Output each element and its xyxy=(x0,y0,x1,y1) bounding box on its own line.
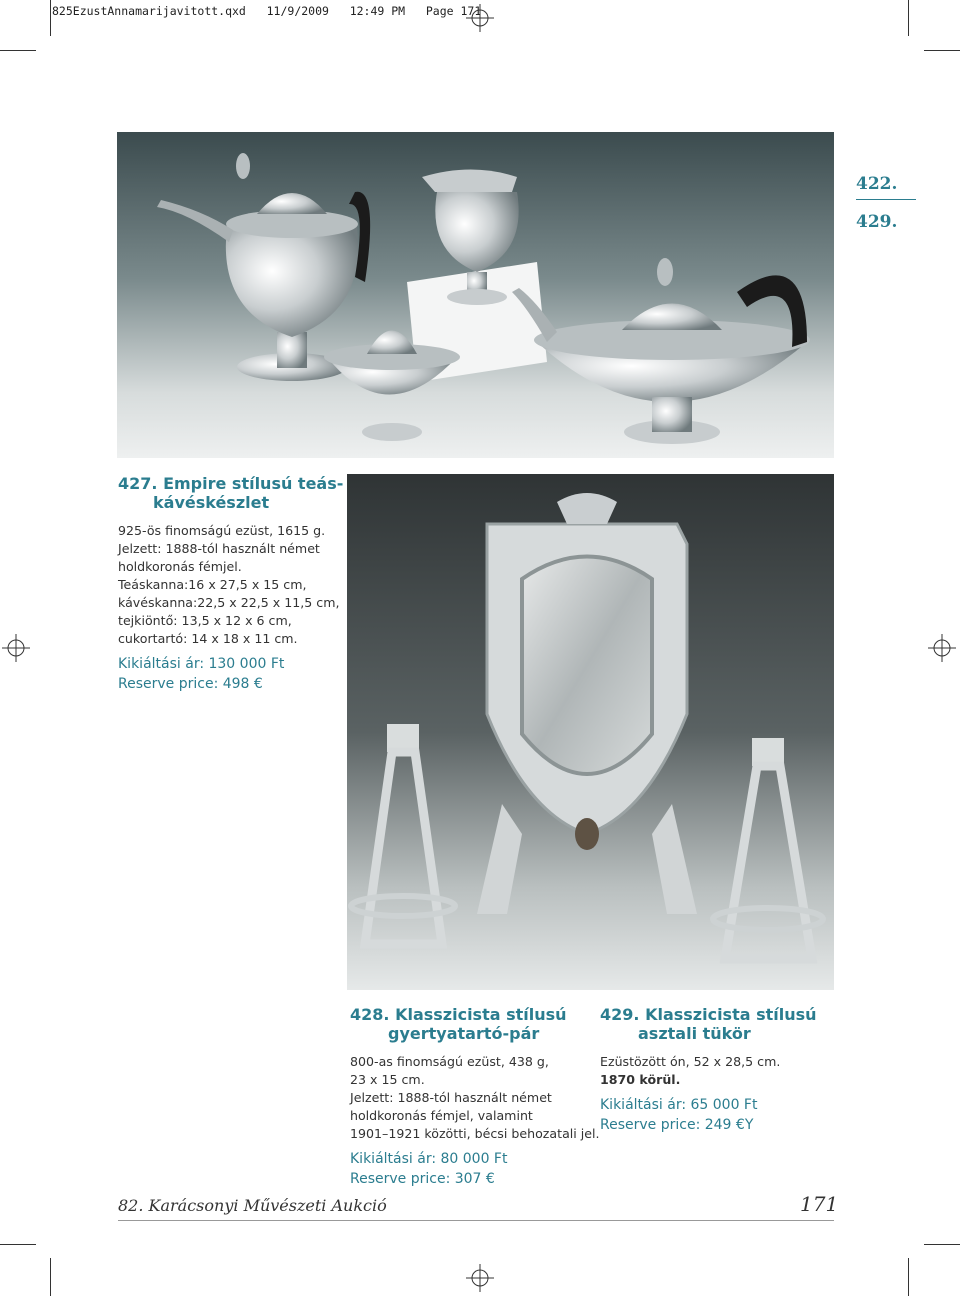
crop-mark xyxy=(908,0,909,36)
lot-title xyxy=(118,474,346,493)
lot-number: 428. xyxy=(350,1005,390,1024)
description-line: cukortartó: 14 x 18 x 11 cm. xyxy=(118,631,298,646)
description-line: 925-ös finomságú ezüst, 1615 g. xyxy=(118,523,326,538)
crop-mark xyxy=(50,1258,51,1296)
crop-mark xyxy=(924,1244,960,1245)
lot-title-line: asztali tükör xyxy=(638,1024,751,1043)
registration-mark-icon xyxy=(928,634,956,662)
crop-mark xyxy=(0,1244,36,1245)
lot-427-block xyxy=(118,474,346,694)
lot-description xyxy=(350,1053,600,1143)
file-slug: 825EzustAnnamarijavitott.qxd 11/9/2009 12:49 PM Page 171 xyxy=(52,4,482,18)
price-eur: Reserve price: 307 € xyxy=(350,1171,495,1187)
crop-mark xyxy=(0,50,36,51)
side-number-divider xyxy=(856,199,916,200)
description-line: Jelzett: 1888-tól használt német xyxy=(118,541,320,556)
description-line: 1870 körül. xyxy=(600,1072,681,1087)
side-lot-number: 422. xyxy=(856,174,898,194)
registration-mark-icon xyxy=(466,4,494,32)
description-line: 23 x 15 cm. xyxy=(350,1072,425,1087)
lot-title-line: Empire stílusú teás- xyxy=(163,474,344,493)
lot-number: 427. xyxy=(118,474,158,493)
lot-428-block xyxy=(350,1005,600,1189)
lot-description xyxy=(600,1053,840,1089)
price-huf: Kikiáltási ár: 65 000 Ft xyxy=(600,1097,758,1113)
description-line: Jelzett: 1888-tól használt német xyxy=(350,1090,552,1105)
lot-title-line: Klasszicista stílusú xyxy=(395,1005,567,1024)
lot-number: 429. xyxy=(600,1005,640,1024)
description-line: holdkoronás fémjel, valamint xyxy=(350,1108,533,1123)
description-line: tejkiöntő: 13,5 x 12 x 6 cm, xyxy=(118,613,292,628)
price-eur: Reserve price: 249 €Y xyxy=(600,1117,754,1133)
crop-mark xyxy=(924,50,960,51)
lot-title xyxy=(600,1005,840,1024)
lot-title-line: gyertyatartó-pár xyxy=(388,1024,540,1043)
description-line: kávéskanna:22,5 x 22,5 x 11,5 cm, xyxy=(118,595,340,610)
description-line: 800-as finomságú ezüst, 438 g, xyxy=(350,1054,549,1069)
lot-description xyxy=(118,522,346,648)
lot-429-block xyxy=(600,1005,840,1135)
lot-title-line: Klasszicista stílusú xyxy=(645,1005,817,1024)
footer-rule xyxy=(118,1220,834,1221)
page-number: 171 xyxy=(800,1192,839,1216)
mirror-candlesticks-photo xyxy=(347,474,834,990)
side-lot-number: 429. xyxy=(856,212,898,232)
price-huf: Kikiáltási ár: 130 000 Ft xyxy=(118,656,285,672)
registration-mark-icon xyxy=(466,1264,494,1292)
crop-mark xyxy=(50,0,51,36)
description-line: Ezüstözött ón, 52 x 28,5 cm. xyxy=(600,1054,781,1069)
tea-set-photo xyxy=(117,132,834,458)
price-eur: Reserve price: 498 € xyxy=(118,676,263,692)
description-line: 1901–1921 közötti, bécsi behozatali jel. xyxy=(350,1126,600,1141)
catalogue-title: 82. Karácsonyi Művészeti Aukció xyxy=(118,1196,387,1215)
description-line: holdkoronás fémjel. xyxy=(118,559,242,574)
lot-title-line: kávéskészlet xyxy=(153,493,270,512)
description-line: Teáskanna:16 x 27,5 x 15 cm, xyxy=(118,577,307,592)
crop-mark xyxy=(908,1258,909,1296)
price-huf: Kikiáltási ár: 80 000 Ft xyxy=(350,1151,508,1167)
lot-title xyxy=(350,1005,590,1024)
registration-mark-icon xyxy=(2,634,30,662)
